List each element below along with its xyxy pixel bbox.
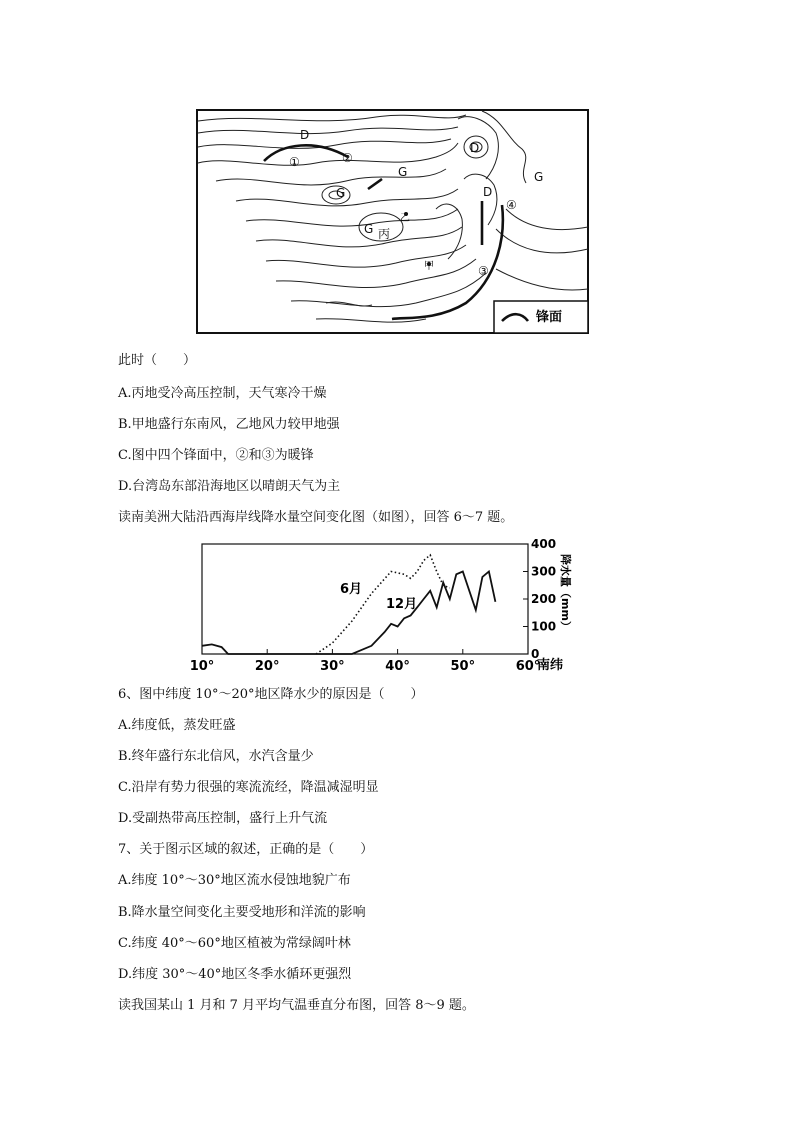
- map-label-n4: ④: [506, 198, 517, 212]
- q5-stem: 此时（ ）: [118, 353, 197, 368]
- map-label-d3: D: [483, 185, 493, 199]
- q6-option-a: A.纬度低，蒸发旺盛: [118, 718, 236, 733]
- q5-option-c: C.图中四个锋面中，②和③为暖锋: [118, 448, 314, 463]
- q5-option-b: B.甲地盛行东南风，乙地风力较甲地强: [118, 417, 340, 432]
- q7-option-a: A.纬度 10°～30°地区流水侵蚀地貌广布: [118, 873, 351, 888]
- map-label-n2: ②: [342, 151, 353, 165]
- map-label-n1: ①: [289, 155, 300, 169]
- q7-option-c: C.纬度 40°～60°地区植被为常绿阔叶林: [118, 936, 351, 951]
- q6-option-b: B.终年盛行东北信风，水汽含量少: [118, 749, 314, 764]
- q7-stem: 7、关于图示区域的叙述，正确的是（ ）: [118, 842, 374, 857]
- y-axis-label: 降水量（mm）: [559, 554, 572, 632]
- map-label-g3: G: [534, 170, 544, 184]
- y-tick-label: 200: [531, 592, 557, 606]
- x-tick-label: 40°: [385, 659, 410, 674]
- series-label-june: 6月: [340, 582, 363, 597]
- weather-map: [196, 109, 589, 334]
- map-legend: [494, 301, 588, 333]
- q5-option-a: A.丙地受冷高压控制，天气寒冷干燥: [118, 386, 327, 401]
- map-label-d1: D: [300, 128, 310, 142]
- q6-stem: 6、图中纬度 10°～20°地区降水少的原因是（ ）: [118, 687, 424, 702]
- map-label-g1: G: [336, 186, 346, 200]
- map-label-n3: ③: [478, 264, 489, 278]
- map-legend-label: 锋面: [536, 310, 563, 325]
- map-label-jia: 甲: [424, 261, 434, 272]
- plot-frame: [202, 544, 528, 654]
- x-tick-label: 30°: [320, 659, 345, 674]
- q6-option-c: C.沿岸有势力很强的寒流流经，降温减湿明显: [118, 780, 379, 795]
- intro-8-9: 读我国某山 1 月和 7 月平均气温垂直分布图，回答 8～9 题。: [118, 998, 475, 1013]
- y-tick-label: 100: [531, 619, 557, 634]
- q6-option-d: D.受副热带高压控制，盛行上升气流: [118, 811, 328, 826]
- y-tick-label: 300: [531, 564, 557, 579]
- x-axis-unit: 南纬: [537, 658, 564, 673]
- y-tick-label: 400: [531, 537, 557, 551]
- map-label-d2: D: [470, 141, 480, 155]
- map-label-yi: 乙: [400, 213, 410, 224]
- q5-option-d: D.台湾岛东部沿海地区以晴朗天气为主: [118, 479, 341, 494]
- map-label-g2: G: [398, 165, 408, 179]
- x-tick-label: 20°: [254, 659, 280, 674]
- q7-option-d: D.纬度 30°～40°地区冬季水循环更强烈: [118, 967, 352, 982]
- series-label-december: 12月: [386, 597, 418, 612]
- map-label-bing: 丙: [378, 227, 391, 241]
- q7-option-b: B.降水量空间变化主要受地形和洋流的影响: [118, 905, 366, 920]
- x-tick-label: 10°: [189, 659, 215, 674]
- intro-6-7: 读南美洲大陆沿西海岸线降水量空间变化图（如图），回答 6～7 题。: [118, 510, 514, 525]
- x-tick-label: 50°: [450, 659, 476, 674]
- map-label-g4: G: [364, 222, 374, 236]
- y-tick-label: 0: [531, 647, 540, 661]
- x-tick-label: 60°: [515, 659, 541, 674]
- precipitation-chart: [190, 537, 570, 677]
